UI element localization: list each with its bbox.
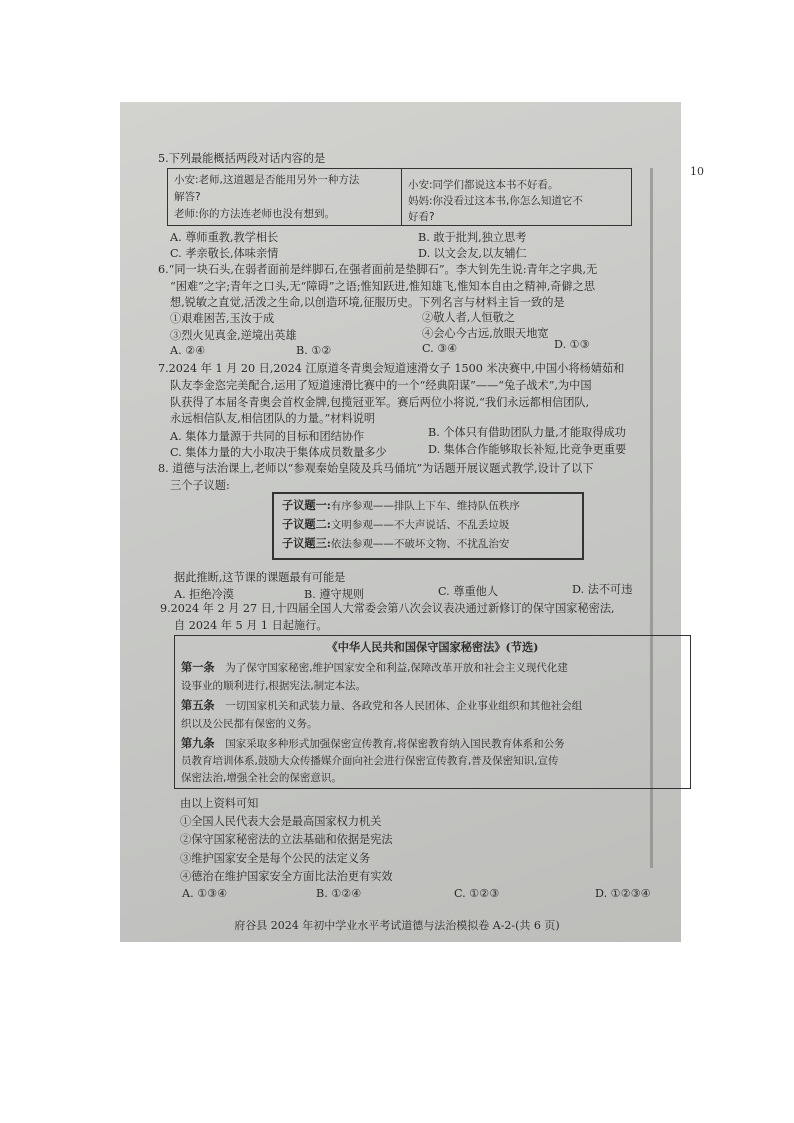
q9-option-d[interactable]: D. ①②③④ <box>595 887 651 900</box>
q8-option-b[interactable]: B. 遵守规则 <box>304 588 365 601</box>
q5-dialog-box <box>167 168 632 226</box>
q9-article-5-line-1 <box>181 697 582 715</box>
q7-option-a[interactable]: A. 集体力量源于共同的目标和团结协作 <box>170 430 365 443</box>
q5-stem: 5.下列最能概括两段对话内容的是 <box>158 152 326 165</box>
q8-subtopic-3-text: 依法参观——不破坏文物、不扰乱治安 <box>330 538 510 550</box>
q9-article-9-text-1: 国家采取多种形式加强保密宣传教育,将保密教育纳入国民教育体系和公务 <box>225 738 565 750</box>
q7-option-b[interactable]: B. 个体只有借助团队力量,才能取得成功 <box>428 426 626 439</box>
q9-article-9-label: 第九条 <box>181 736 215 750</box>
q5-dialog-right-3: 好看? <box>408 211 435 223</box>
q9-article-5-text-1: 一切国家机关和武装力量、各政党和各人民团体、企业事业组织和其他社会组 <box>225 700 583 712</box>
q5-dialog-left-1: 小安:老师,这道题是否能用另外一种方法 <box>174 174 360 186</box>
q8-line-1: 8. 道德与法治课上,老师以“参观秦始皇陵及兵马俑坑”为话题开展议题式教学,设计了以下 <box>158 462 594 475</box>
q9-option-b[interactable]: B. ①②④ <box>316 887 362 900</box>
q9-article-1-line-2: 设事业的顺利进行,根据宪法,制定本法。 <box>181 680 367 692</box>
q8-subtopic-1-label: 子议题一: <box>282 498 331 512</box>
q9-article-1-text-1: 为了保守国家秘密,维护国家安全和利益,保障改革开放和社会主义现代化建 <box>225 662 568 674</box>
q9-article-9-line-2: 员教育培训体系,鼓励大众传播媒介面向社会进行保密宣传教育,普及保密知识,宣传 <box>181 755 559 767</box>
q8-option-a[interactable]: A. 拒绝冷漠 <box>174 588 234 601</box>
q5-option-b[interactable]: B. 敢于批判,独立思考 <box>418 231 527 244</box>
q6-option-c[interactable]: C. ③④ <box>422 342 458 355</box>
q7-option-d[interactable]: D. 集体合作能够取长补短,比竞争更重要 <box>428 443 627 456</box>
q8-option-d[interactable]: D. 法不可违 <box>572 583 633 596</box>
q5-option-d[interactable]: D. 以文会友,以友辅仁 <box>418 247 527 260</box>
q8-subtopic-1 <box>282 497 520 515</box>
q7-line-3: 队获得了本届冬青奥会首枚金牌,包揽冠亚军。赛后两位小将说,“我们永远都相信团队, <box>170 396 590 409</box>
q6-option-a[interactable]: A. ②④ <box>170 344 206 357</box>
q6-option-d[interactable]: D. ①③ <box>554 338 590 351</box>
q9-item-1: ①全国人民代表大会是最高国家权力机关 <box>180 815 382 828</box>
q9-item-2: ②保守国家秘密法的立法基础和依据是宪法 <box>180 833 393 846</box>
q9-item-3: ③维护国家安全是每个公民的法定义务 <box>180 852 371 865</box>
q9-line-2: 自 2024 年 5 月 1 日起施行。 <box>174 619 328 632</box>
page-edge-mark: 10 <box>690 165 704 178</box>
q8-subtopic-2 <box>282 516 509 534</box>
q7-option-c[interactable]: C. 集体力量的大小取决于集体成员数量多少 <box>170 446 387 459</box>
q8-subtopic-3 <box>282 535 509 553</box>
q7-line-1: 7.2024 年 1 月 20 日,2024 江原道冬青奥会短道速滑女子 1500 米决赛中,中国小将杨婧茹和 <box>158 362 625 375</box>
q6-item-4: ④会心今古远,放眼天地宽 <box>422 327 549 340</box>
q9-line-1: 9.2024 年 2 月 27 日,十四届全国人大常委会第八次会议表决通过新修订的保守国家秘密法, <box>160 602 615 615</box>
q9-law-excerpt-box <box>174 635 691 789</box>
q9-article-1-label: 第一条 <box>181 660 215 674</box>
q9-option-c[interactable]: C. ①②③ <box>454 887 500 900</box>
q9-article-1-line-1 <box>181 659 568 677</box>
q8-line-2: 三个子议题: <box>170 479 230 492</box>
q6-line-1: 6.“同一块石头,在弱者面前是绊脚石,在强者面前是垫脚石”。李大钊先生说:青年之字典,无 <box>158 263 598 276</box>
q5-dialog-left-3: 老师:你的方法连老师也没有想到。 <box>174 208 336 220</box>
q8-subtopic-3-label: 子议题三: <box>282 536 331 550</box>
q8-subtopic-2-label: 子议题二: <box>282 517 331 531</box>
q9-box-title: 《中华人民共和国保守国家秘密法》(节选) <box>326 640 539 654</box>
q7-line-4: 永远相信队友,相信团队的力量。”材料说明 <box>170 412 376 425</box>
q6-item-1: ①艰难困苦,玉汝于成 <box>170 312 275 325</box>
q5-dialog-left-2: 解答? <box>174 191 201 203</box>
q6-option-b[interactable]: B. ①② <box>296 344 332 357</box>
q5-dialog-right-1: 小安:同学们都说这本书不好看。 <box>408 179 559 191</box>
q6-line-3: 想,锐敏之直觉,活泼之生命,以创造环境,征服历史。下列名言与材料主旨一致的是 <box>170 296 565 309</box>
q5-option-c[interactable]: C. 孝亲敬长,体味亲情 <box>170 247 279 260</box>
q8-ask: 据此推断,这节课的课题最有可能是 <box>174 571 346 584</box>
q8-option-c[interactable]: C. 尊重他人 <box>438 585 499 598</box>
q9-article-5-label: 第五条 <box>181 698 215 712</box>
q9-ask: 由以上资料可知 <box>180 797 259 810</box>
q6-item-2: ②敬人者,人恒敬之 <box>422 311 516 324</box>
q8-subtopic-2-text: 文明参观——不大声说话、不乱丢垃圾 <box>330 519 510 531</box>
q5-option-a[interactable]: A. 尊师重教,教学相长 <box>170 231 279 244</box>
q9-article-9-line-3: 保密法治,增强全社会的保密意识。 <box>181 772 342 784</box>
q5-dialog-right-2: 妈妈:你没看过这本书,你怎么知道它不 <box>408 195 583 207</box>
q6-line-2: “困难”之字;青年之口头,无“障碍”之语;惟知跃进,惟知雄飞,惟知本自由之精神,奇僻之思 <box>170 280 596 293</box>
q9-item-4: ④德治在维护国家安全方面比法治更有实效 <box>180 870 393 883</box>
page-footer: 府谷县 2024 年初中学业水平考试道德与法治模拟卷 A-2-(共 6 页) <box>234 919 560 932</box>
q6-item-3: ③烈火见真金,逆境出英雄 <box>170 329 297 342</box>
q8-subtopic-box <box>272 492 584 560</box>
q8-subtopic-1-text: 有序参观——排队上下车、维持队伍秩序 <box>330 500 520 512</box>
q9-option-a[interactable]: A. ①③④ <box>182 887 228 900</box>
q7-line-2: 队友李金恣完美配合,运用了短道速滑比赛中的一个“经典阳谋”——“兔子战术”,为中国 <box>170 379 592 392</box>
q9-article-5-line-2: 织以及公民都有保密的义务。 <box>181 718 318 730</box>
q9-article-9-line-1 <box>181 735 565 753</box>
